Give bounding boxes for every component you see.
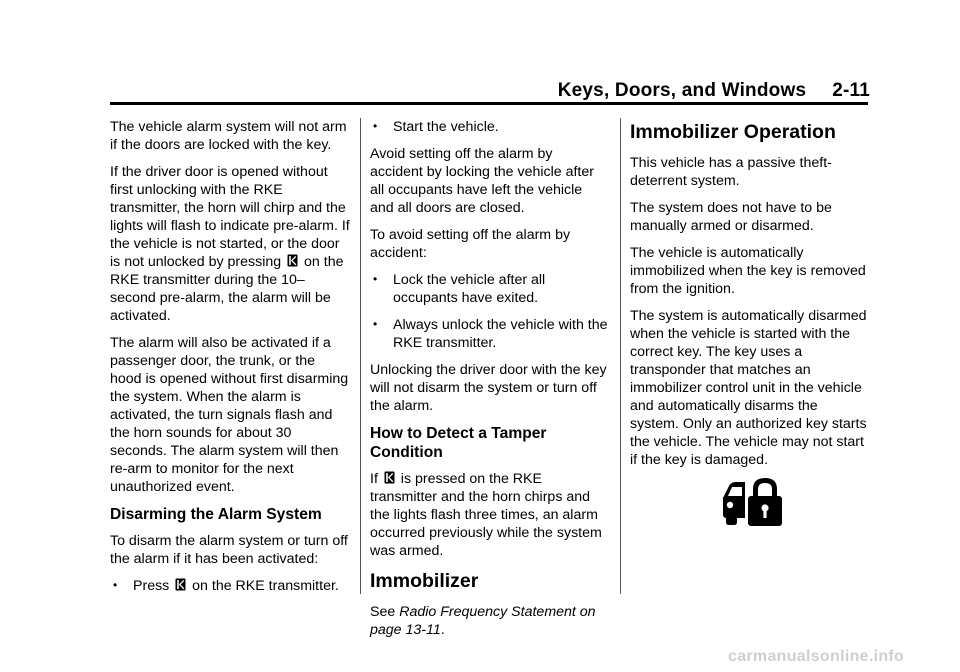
heading-tamper: How to Detect a Tamper Condition (370, 425, 547, 461)
column-1 (110, 118, 350, 604)
paragraph: The system does not have to be manually armed or disarmed. (630, 200, 832, 234)
cross-reference-link[interactable]: Radio Frequency Statement on page 13-11 (370, 604, 596, 638)
text: Lock the vehicle after all occupants have exited. (393, 272, 546, 306)
section-title: Keys, Doors, and Windows (557, 80, 807, 101)
panic-key-icon (175, 578, 186, 591)
panic-key-icon (287, 254, 298, 267)
text: Always unlock the vehicle with the RKE transmitter. (393, 317, 608, 351)
paragraph: This vehicle has a passive theft-deterrent system. (630, 155, 832, 189)
bullet-icon: • (373, 317, 378, 331)
paragraph: To disarm the alarm system or turn off the alarm if it has been activated: (110, 533, 348, 567)
text: If (370, 471, 378, 487)
panic-key-icon (384, 471, 395, 484)
column-3 (630, 118, 870, 478)
list-item (110, 577, 350, 595)
paragraph: The system is automatically disarmed when the vehicle is started with the correct key. The key uses a transponder that matches an immobilizer control unit in the vehicle and automatically disarms the system. Only an authorized key starts the vehicle. The vehicle may not start if the key is damaged. (630, 308, 867, 468)
text: See (370, 604, 396, 620)
paragraph: Unlocking the driver door with the key will not disarm the system or turn off the alarm. (370, 362, 607, 414)
paragraph (110, 163, 350, 325)
header-rule (110, 102, 868, 105)
text: Start the vehicle. (393, 119, 499, 135)
paragraph: Avoid setting off the alarm by accident by locking the vehicle after all occupants have left the vehicle and all doors are closed. (370, 146, 594, 216)
text: Press (133, 578, 170, 594)
list-item (370, 271, 608, 307)
column-divider-2 (620, 118, 621, 594)
watermark: carmanualsonline.info (728, 648, 905, 665)
bullet-icon: • (373, 272, 378, 286)
text: on the RKE transmitter during the 10–second pre-alarm, the alarm will be activated. (110, 254, 344, 324)
text: If the driver door is opened without first unlocking with the RKE transmitter, the horn will chirp and the lights will flash to indicate pre-alarm. If the vehicle is not started, or the door is not unlocked by pressing (110, 164, 350, 270)
paragraph (370, 470, 608, 560)
paragraph: To avoid setting off the alarm by accident: (370, 227, 571, 261)
lock-car-icon (721, 472, 783, 528)
paragraph: The vehicle is automatically immobilized when the key is removed from the ignition. (630, 245, 866, 297)
bullet-icon: • (113, 578, 118, 592)
heading-immobilizer-operation: Immobilizer Operation (630, 121, 836, 143)
paragraph (370, 603, 608, 639)
list-item (370, 118, 608, 136)
column-divider-1 (360, 118, 361, 594)
bullet-icon: • (373, 119, 378, 133)
immobilizer-lock-icon (721, 472, 783, 528)
page-header (110, 80, 870, 102)
text: . (440, 622, 445, 638)
paragraph: The alarm will also be activated if a passenger door, the trunk, or the hood is opened without first disarming the system. When the alarm is activated, the turn signals flash and the horn sounds for about 30 seconds. The alarm system will then re-arm to monitor for the next unauthorized event. (110, 335, 349, 495)
list-item (370, 316, 608, 352)
heading-immobilizer: Immobilizer (370, 570, 479, 592)
column-2 (370, 118, 608, 648)
page-number: 2-11 (832, 80, 870, 101)
text: is pressed on the RKE transmitter and the horn chirps and the lights flash three times, an alarm occurred previously while the system was armed. (370, 471, 602, 559)
text: on the RKE transmitter. (192, 578, 339, 594)
paragraph: The vehicle alarm system will not arm if the doors are locked with the key. (110, 119, 347, 153)
heading-disarming: Disarming the Alarm System (110, 506, 322, 523)
